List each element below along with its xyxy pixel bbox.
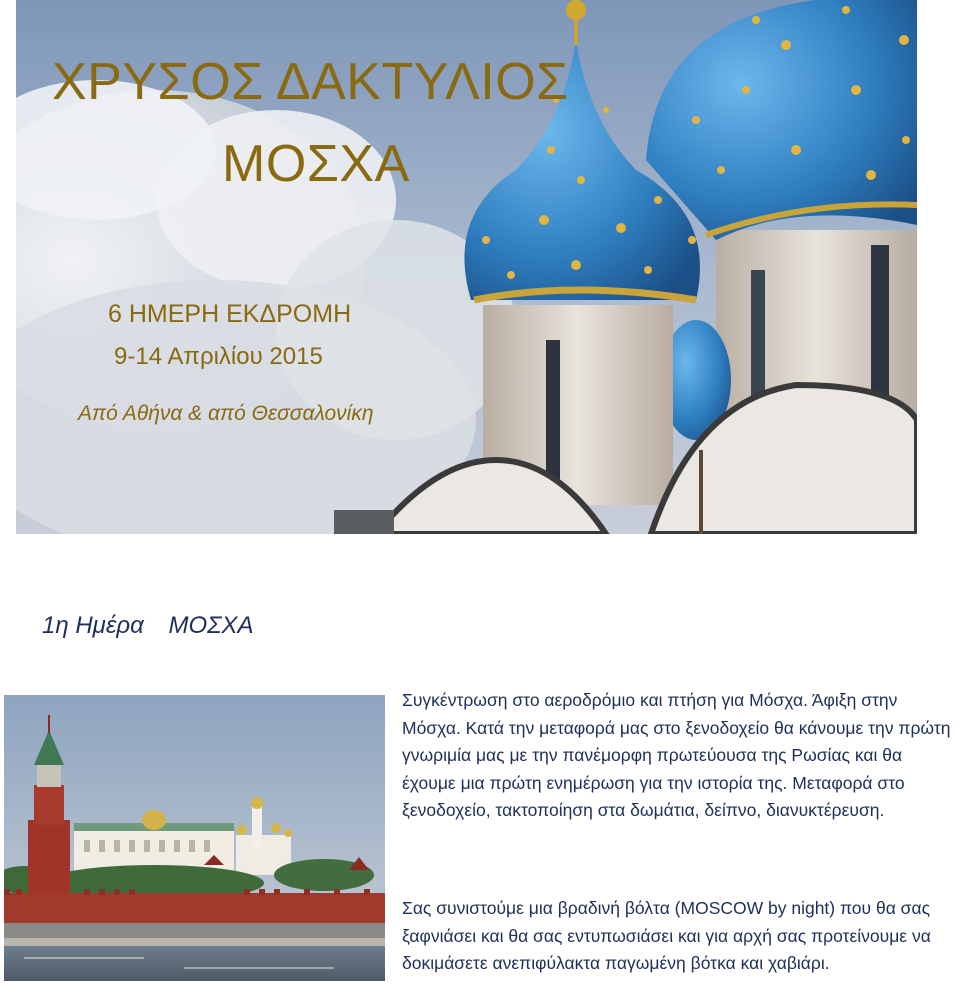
day1-description: Συγκέντρωση στο αεροδρόμιο και πτήση για Μόσχα. Άφιξη στην Μόσχα. Κατά την μεταφορά μας στο ξενοδοχείο θα κάνουμε την πρώτη γνωριμία μας με την πανέμορφη πρωτεύουσα της Ρωσίας και θα έχουμε μια πρώτη ενημέρωση για την ιστορία της. Μεταφορά στο ξενοδοχείο, τακτοποίηση στα δωμάτια, δείπνο, διανυκτέρευση.	[402, 690, 951, 820]
day-heading	[42, 612, 272, 640]
trip-title-line2: ΜΟΣΧΑ	[222, 135, 410, 193]
day1-recommendation: Σας συνιστούμε μια βραδινή βόλτα (MOSCOW by night) που θα σας ξαφνιάσει και θα σας εντυπωσιάσει και για αρχή σας προτείνουμε να δοκιμάσετε ανεπιφύλακτα παγωμένη βότκα και χαβιάρι.	[402, 898, 931, 973]
kremlin-illustration	[4, 695, 385, 981]
departure-cities: Από Αθήνα & από Θεσσαλονίκη	[78, 402, 374, 425]
day-label: 1η Ημέρα	[42, 612, 144, 639]
kremlin-photo	[4, 695, 385, 981]
day-city: ΜΟΣΧΑ	[168, 612, 254, 639]
hero-banner	[16, 0, 917, 534]
trip-dates: 9-14 Απριλίου 2015	[114, 343, 323, 370]
trip-title-line1: ΧΡΥΣΟΣ ΔΑΚΤΥΛΙΟΣ	[52, 53, 569, 111]
trip-duration: 6 ΗΜΕΡΗ ΕΚΔΡΟΜΗ	[108, 300, 352, 328]
